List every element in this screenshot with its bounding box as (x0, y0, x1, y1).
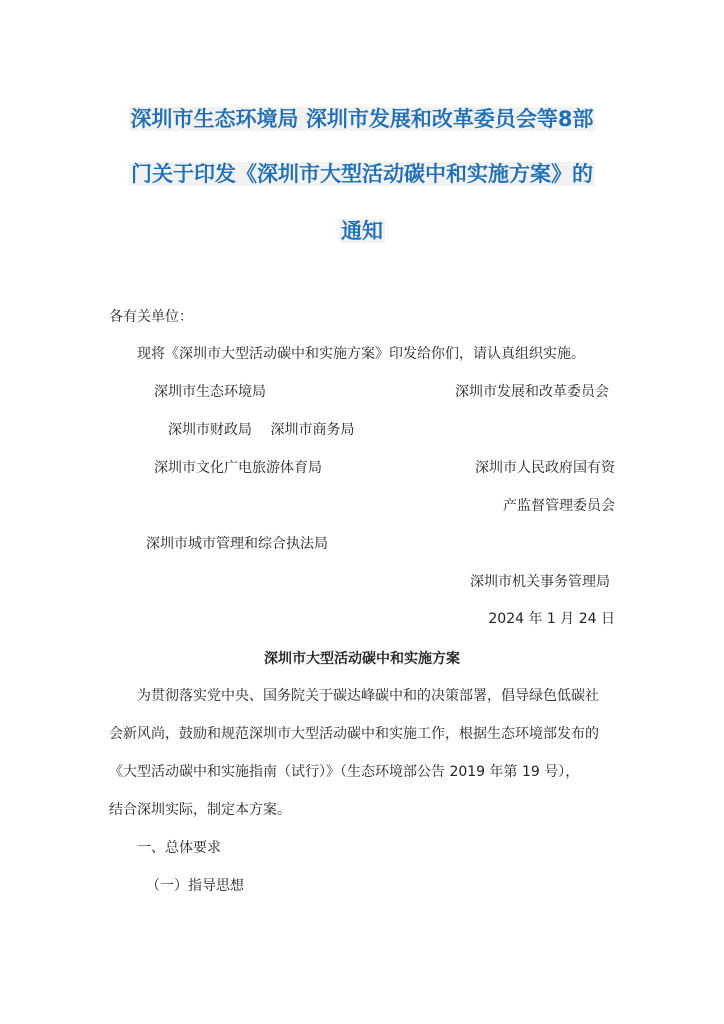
issuer-urban-mgmt: 深圳市城市管理和综合执法局 (146, 536, 328, 552)
issue-date: 2024 年 1 月 24 日 (488, 611, 615, 627)
issuer-state-assets-b: 产监督管理委员会 (503, 498, 615, 514)
issuer-finance-commerce: 深圳市财政局 深圳市商务局 (168, 422, 355, 438)
section-heading: 一、总体要求 (137, 840, 221, 856)
body-line-2: 会新风尚，鼓励和规范深圳市大型活动碳中和实施工作，根据生态环境部发布的 (109, 726, 599, 742)
issuer-eco-env: 深圳市生态环境局 (154, 384, 266, 400)
body-line-4: 结合深圳实际，制定本方案。 (109, 802, 291, 818)
plan-title: 深圳市大型活动碳中和实施方案 (264, 651, 460, 667)
salutation: 各有关单位： (109, 309, 193, 325)
doc-title-line-2: 门关于印发《深圳市大型活动碳中和实施方案》的 (131, 162, 593, 186)
intro-paragraph: 现将《深圳市大型活动碳中和实施方案》印发给你们，请认真组织实施。 (137, 346, 585, 362)
body-line-3: 《大型活动碳中和实施指南（试行）》（生态环境部公告 2019 年第 19 号）， (109, 764, 580, 780)
subsection-heading: （一）指导思想 (146, 878, 244, 894)
issuer-dev-reform: 深圳市发展和改革委员会 (455, 384, 609, 400)
issuer-culture: 深圳市文化广电旅游体育局 (154, 460, 322, 476)
issuer-state-assets-a: 深圳市人民政府国有资 (475, 460, 615, 476)
doc-title-line-1: 深圳市生态环境局 深圳市发展和改革委员会等8部 (130, 107, 594, 131)
body-line-1: 为贯彻落实党中央、国务院关于碳达峰碳中和的决策部署，倡导绿色低碳社 (137, 688, 599, 704)
issuer-affairs: 深圳市机关事务管理局 (470, 574, 610, 590)
doc-title-line-3: 通知 (341, 219, 383, 243)
